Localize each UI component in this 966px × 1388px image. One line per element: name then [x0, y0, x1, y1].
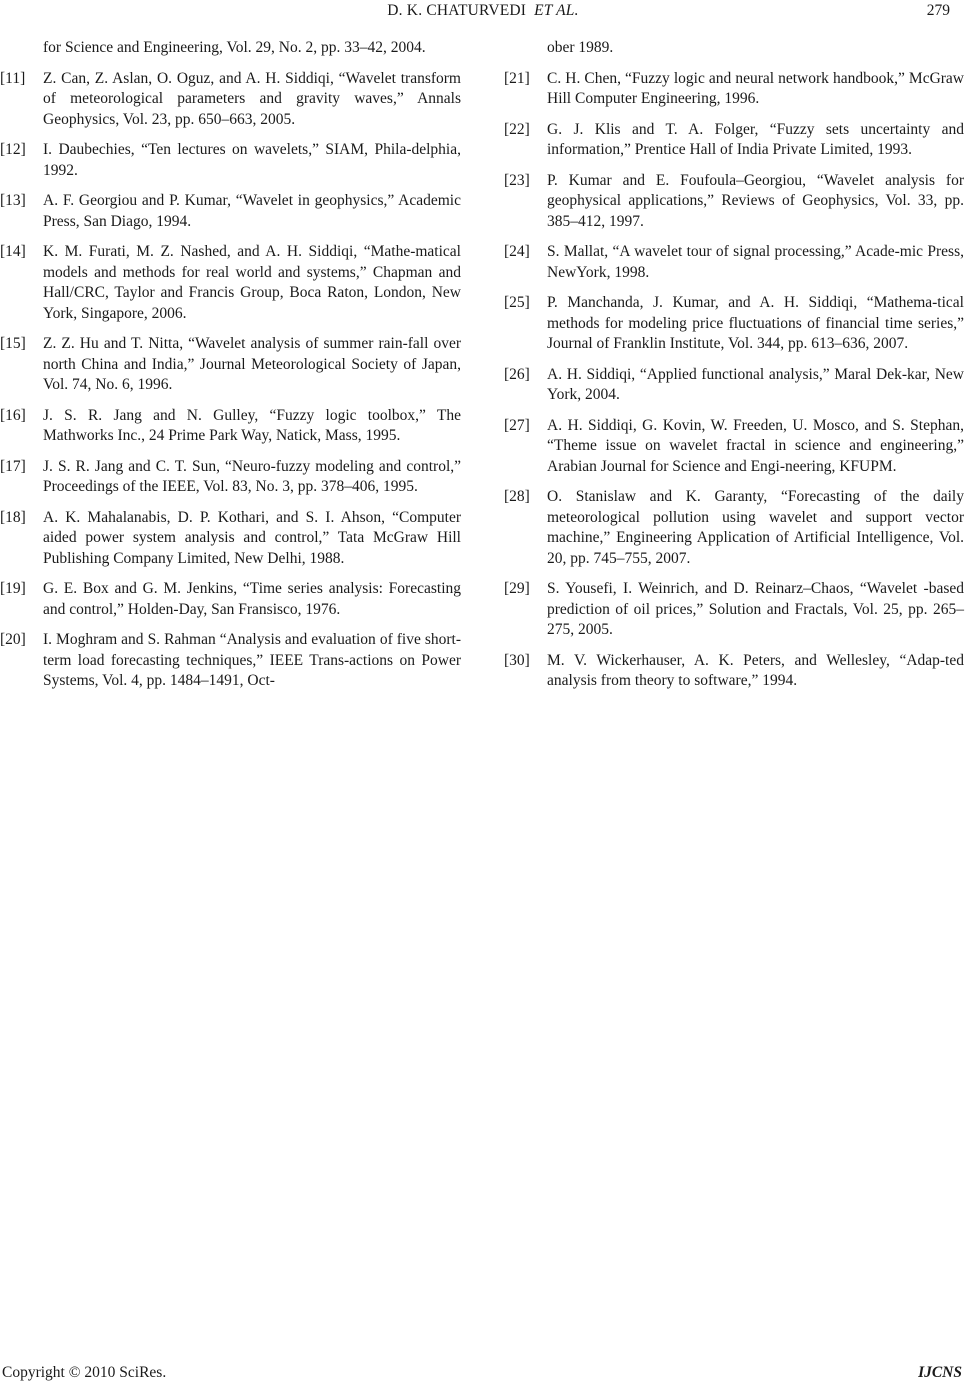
reference-item	[0, 242, 461, 324]
reference-text: A. F. Georgiou and P. Kumar, “Wavelet in geophysics,” Academic Press, San Diago, 1994.	[43, 192, 461, 230]
reference-item	[504, 171, 964, 233]
right-column	[504, 38, 964, 702]
reference-item	[504, 579, 964, 641]
reference-item	[504, 69, 964, 110]
reference-text: P. Manchanda, J. Kumar, and A. H. Siddiqi, “Mathema-tical methods for modeling price fluctuations of financial time series,” Journal of Franklin Institute, Vol. 344, pp. 613–636, 2007.	[547, 294, 964, 352]
reference-number: [12]	[0, 141, 26, 158]
reference-text: K. M. Furati, M. Z. Nashed, and A. H. Siddiqi, “Mathe-matical models and methods for real world and systems,” Chapman and Hall/CRC, Taylor and Francis Group, Boca Raton, London, New York, Singapore, 2006.	[43, 243, 461, 322]
reference-text: J. S. R. Jang and C. T. Sun, “Neuro-fuzzy modeling and control,” Proceedings of the IEEE, Vol. 83, No. 3, pp. 378–406, 1995.	[43, 457, 461, 495]
page-footer	[0, 1364, 966, 1384]
reference-text: I. Moghram and S. Rahman “Analysis and evaluation of five short-term load forecasting techniques,” IEEE Trans-actions on Power Systems, Vol. 4, pp. 1484–1491, Oct-	[43, 631, 461, 689]
reference-number: [13]	[0, 192, 26, 209]
running-head	[0, 2, 966, 20]
reference-text: A. K. Mahalanabis, D. P. Kothari, and S. I. Ahson, “Computer aided power system analysis and control,” Tata McGraw Hill Publishing Company Limited, New Delhi, 1988.	[43, 508, 461, 567]
reference-number: [16]	[0, 406, 26, 424]
page-header	[0, 2, 966, 22]
running-head-authors: D. K. CHATURVEDI	[387, 2, 527, 19]
reference-number: [29]	[504, 580, 530, 597]
reference-item	[0, 579, 461, 620]
reference-item	[504, 487, 964, 569]
reference-number: [18]	[0, 508, 26, 526]
reference-text: G. E. Box and G. M. Jenkins, “Time series analysis: Forecasting and control,” Holden-Day, San Fransisco, 1976.	[43, 580, 461, 618]
reference-item	[0, 630, 461, 692]
reference-item	[0, 406, 461, 447]
reference-text: S. Mallat, “A wavelet tour of signal processing,” Acade-mic Press, NewYork, 1998.	[547, 243, 964, 281]
reference-item	[504, 416, 964, 478]
reference-item	[504, 365, 964, 406]
reference-item	[0, 69, 461, 131]
reference-text: Z. Can, Z. Aslan, O. Oguz, and A. H. Siddiqi, “Wavelet transform of meteorological parameters and gravity waves,” Annals Geophysics, Vol. 23, pp. 650–663, 2005.	[43, 69, 461, 128]
journal-name: IJCNS	[918, 1364, 962, 1381]
reference-number: [14]	[0, 243, 26, 260]
reference-number: [22]	[504, 120, 530, 138]
reference-item	[0, 191, 461, 232]
reference-text: J. S. R. Jang and N. Gulley, “Fuzzy logic toolbox,” The Mathworks Inc., 24 Prime Park Way, Natick, Mass, 1995.	[43, 406, 461, 444]
left-column	[0, 38, 461, 702]
reference-text: P. Kumar and E. Foufoula–Georgiou, “Wavelet analysis for geophysical applications,” Reviews of Geophysics, Vol. 33, pp. 385–412, 1997.	[547, 171, 964, 230]
reference-number: [27]	[504, 416, 530, 434]
reference-continuation: for Science and Engineering, Vol. 29, No. 2, pp. 33–42, 2004.	[43, 39, 426, 56]
reference-number: [30]	[504, 651, 530, 669]
page-number: 279	[926, 2, 950, 19]
reference-number: [26]	[504, 365, 530, 383]
reference-number: [23]	[504, 171, 530, 189]
reference-item	[504, 293, 964, 355]
reference-number: [19]	[0, 580, 26, 597]
reference-text: M. V. Wickerhauser, A. K. Peters, and Wellesley, “Adap-ted analysis from theory to software,” 1994.	[547, 651, 964, 689]
reference-text: A. H. Siddiqi, G. Kovin, W. Freeden, U. Mosco, and S. Stephan, “Theme issue on wavelet fractal in science and engineering,” Arabian Journal for Science and Engi-neering, KFUPM.	[547, 416, 964, 475]
reference-text: C. H. Chen, “Fuzzy logic and neural network handbook,” McGraw Hill Computer Engineering, 1996.	[547, 69, 964, 107]
reference-number: [17]	[0, 457, 26, 475]
running-head-et-al: ET AL.	[534, 2, 579, 19]
reference-text: G. J. Klis and T. A. Folger, “Fuzzy sets uncertainty and information,” Prentice Hall of India Private Limited, 1993.	[547, 120, 964, 158]
reference-item	[504, 242, 964, 283]
reference-item	[504, 651, 964, 692]
reference-text: I. Daubechies, “Ten lectures on wavelets,” SIAM, Phila-delphia, 1992.	[43, 141, 461, 179]
reference-number: [24]	[504, 243, 530, 260]
reference-text: A. H. Siddiqi, “Applied functional analysis,” Maral Dek-kar, New York, 2004.	[547, 365, 964, 403]
reference-number: [25]	[504, 294, 530, 311]
copyright-notice: Copyright © 2010 SciRes.	[2, 1364, 167, 1381]
reference-number: [21]	[504, 69, 530, 87]
reference-text: Z. Z. Hu and T. Nitta, “Wavelet analysis of summer rain-fall over north China and India,” Journal Meteorological Society of Japan, Vol. 74, No. 6, 1996.	[43, 335, 461, 393]
reference-number: [15]	[0, 335, 26, 352]
reference-item	[0, 334, 461, 396]
reference-item	[0, 457, 461, 498]
reference-item	[0, 140, 461, 181]
reference-continuation: ober 1989.	[547, 39, 614, 56]
reference-text: S. Yousefi, I. Weinrich, and D. Reinarz–Chaos, “Wavelet -based prediction of oil prices,” Solution and Fractals, Vol. 25, pp. 265–275, 2005.	[547, 580, 964, 638]
reference-number: [20]	[0, 631, 26, 648]
reference-number: [28]	[504, 488, 530, 505]
reference-number: [11]	[0, 69, 26, 87]
reference-text: O. Stanislaw and K. Garanty, “Forecasting of the daily meteorological pollution using wavelet and support vector machine,” Engineering Application of Artificial Intelligence, Vol. 20, pp. 745–755, 2007.	[547, 488, 964, 567]
reference-item	[504, 120, 964, 161]
reference-item	[0, 508, 461, 570]
